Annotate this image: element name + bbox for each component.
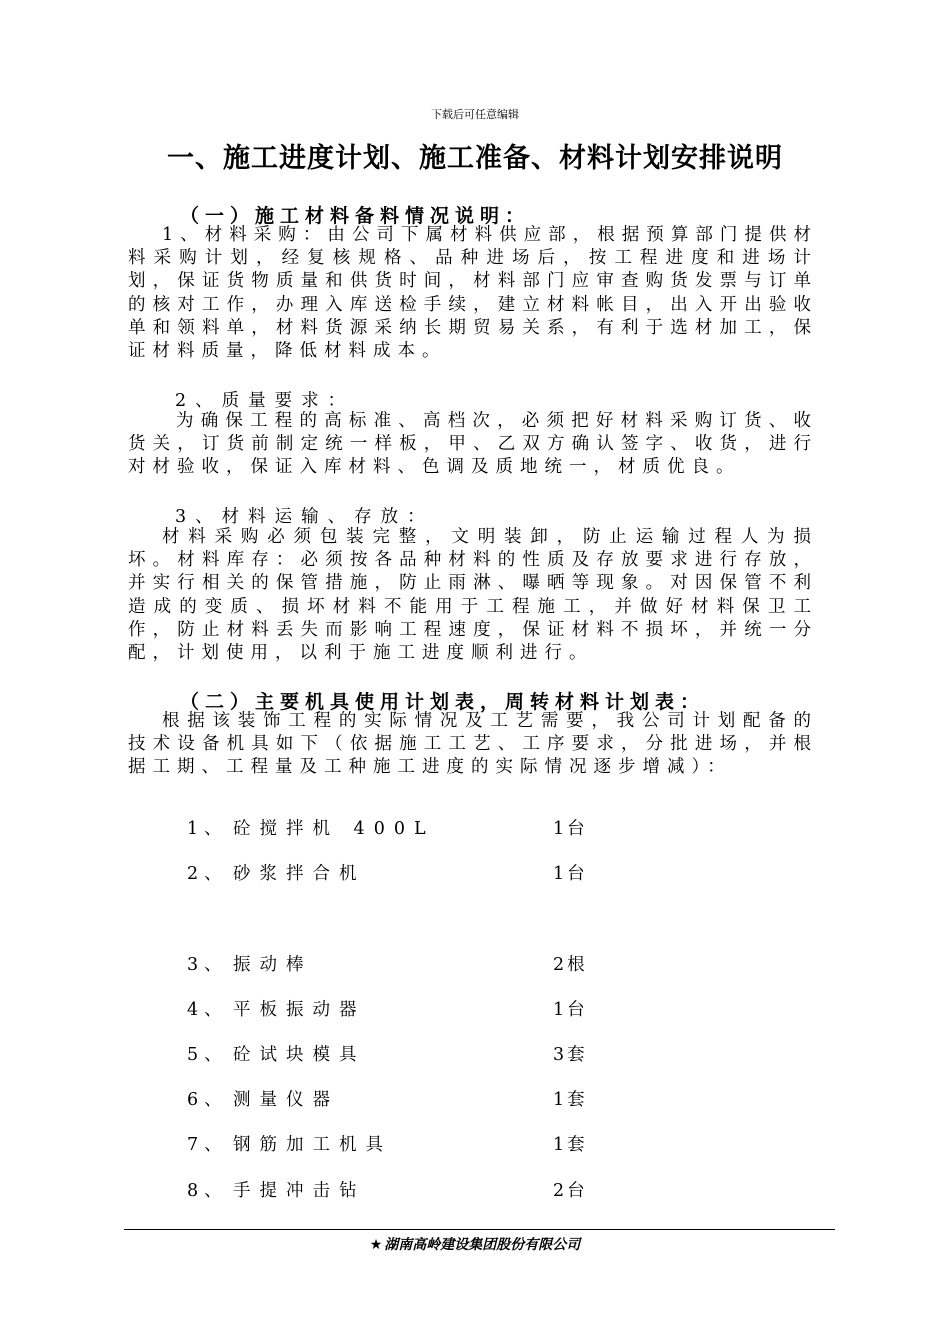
- item-label-quality: 2、质量要求：: [175, 391, 355, 411]
- equipment-quantity: 1台: [553, 864, 588, 884]
- equipment-quantity: 2根: [553, 955, 588, 975]
- list-item: [0, 860, 950, 884]
- equipment-quantity: 1台: [553, 819, 588, 839]
- list-item: [0, 951, 950, 975]
- equipment-name: 砼试块模具: [233, 1045, 366, 1065]
- equipment-number: 1、: [187, 819, 228, 839]
- equipment-quantity: 1套: [553, 1135, 588, 1155]
- equipment-quantity: 3套: [553, 1045, 588, 1065]
- list-item: [0, 996, 950, 1020]
- item-label-transport: 3、材料运输、存放：: [175, 507, 434, 527]
- footer-divider: [124, 1229, 835, 1230]
- equipment-number: 4、: [187, 1000, 228, 1020]
- equipment-number: 8、: [187, 1181, 228, 1201]
- equipment-name: 平板振动器: [233, 1000, 366, 1020]
- header-note: 下载后可任意编辑: [431, 108, 519, 121]
- equipment-name: 测量仪器: [233, 1090, 339, 1110]
- paragraph-equipment-intro: 根据该装饰工程的实际情况及工艺需要，我公司计划配备的技术设备机具如下（依据施工工艺、工序要求，分批进场，并根据工期、工程量及工种施工进度的实际情况逐步增减）：: [128, 711, 818, 778]
- equipment-name: 振动棒: [233, 955, 313, 975]
- list-item: [0, 1131, 950, 1155]
- equipment-number: 6、: [187, 1090, 228, 1110]
- equipment-number: 3、: [187, 955, 228, 975]
- section-heading-materials: （一）施工材料备料情况说明：: [180, 205, 531, 227]
- document-title: 一、施工进度计划、施工准备、材料计划安排说明: [167, 143, 783, 174]
- footer-company: [0, 1234, 950, 1254]
- equipment-quantity: 2台: [553, 1181, 588, 1201]
- paragraph-transport-storage: 材料采购必须包装完整，文明装卸，防止运输过程人为损坏。材料库存：必须按各品种材料的性质及存放要求进行存放，并实行相关的保管措施，防止雨淋、曝晒等现象。对因保管不利造成的变质、损坏材料不能用于工程施工，并做好材料保卫工作，防止材料丢失而影响工程速度，保证材料不损坏，并统一分配，计划使用，以利于施工进度顺利进行。: [128, 527, 818, 664]
- list-item: [0, 815, 950, 839]
- list-item: [0, 1086, 950, 1110]
- star-icon: ★: [369, 1237, 383, 1253]
- equipment-quantity: 1台: [553, 1000, 588, 1020]
- equipment-quantity: 1套: [553, 1090, 588, 1110]
- list-item: [0, 1041, 950, 1065]
- equipment-name: 手提冲击钻: [233, 1181, 366, 1201]
- section-heading-equipment: （二）主要机具使用计划表，周转材料计划表：: [180, 691, 706, 713]
- equipment-name: 砂浆拌合机: [233, 864, 366, 884]
- list-item: [0, 1177, 950, 1201]
- equipment-number: 2、: [187, 864, 228, 884]
- company-name: 湖南高岭建设集团股份有限公司: [384, 1237, 581, 1253]
- equipment-number: 5、: [187, 1045, 228, 1065]
- paragraph-procurement: 1、材料采购：由公司下属材料供应部，根据预算部门提供材料采购计划，经复核规格、品种进场后，按工程进度和进场计划，保证货物质量和供货时间，材料部门应审查购货发票与订单的核对工作，办理入库送检手续，建立材料帐目，出入开出验收单和领料单，材料货源采纳长期贸易关系，有利于选材加工，保证材料质量，降低材料成本。: [128, 225, 818, 362]
- equipment-number: 7、: [187, 1135, 228, 1155]
- equipment-name: 钢筋加工机具: [233, 1135, 392, 1155]
- paragraph-quality: 为确保工程的高标准、高档次，必须把好材料采购订货、收货关，订货前制定统一样板，甲、乙双方确认签字、收货，进行对材验收，保证入库材料、色调及质地统一，材质优良。: [128, 411, 818, 478]
- equipment-name: 砼搅拌机 400L: [233, 819, 435, 839]
